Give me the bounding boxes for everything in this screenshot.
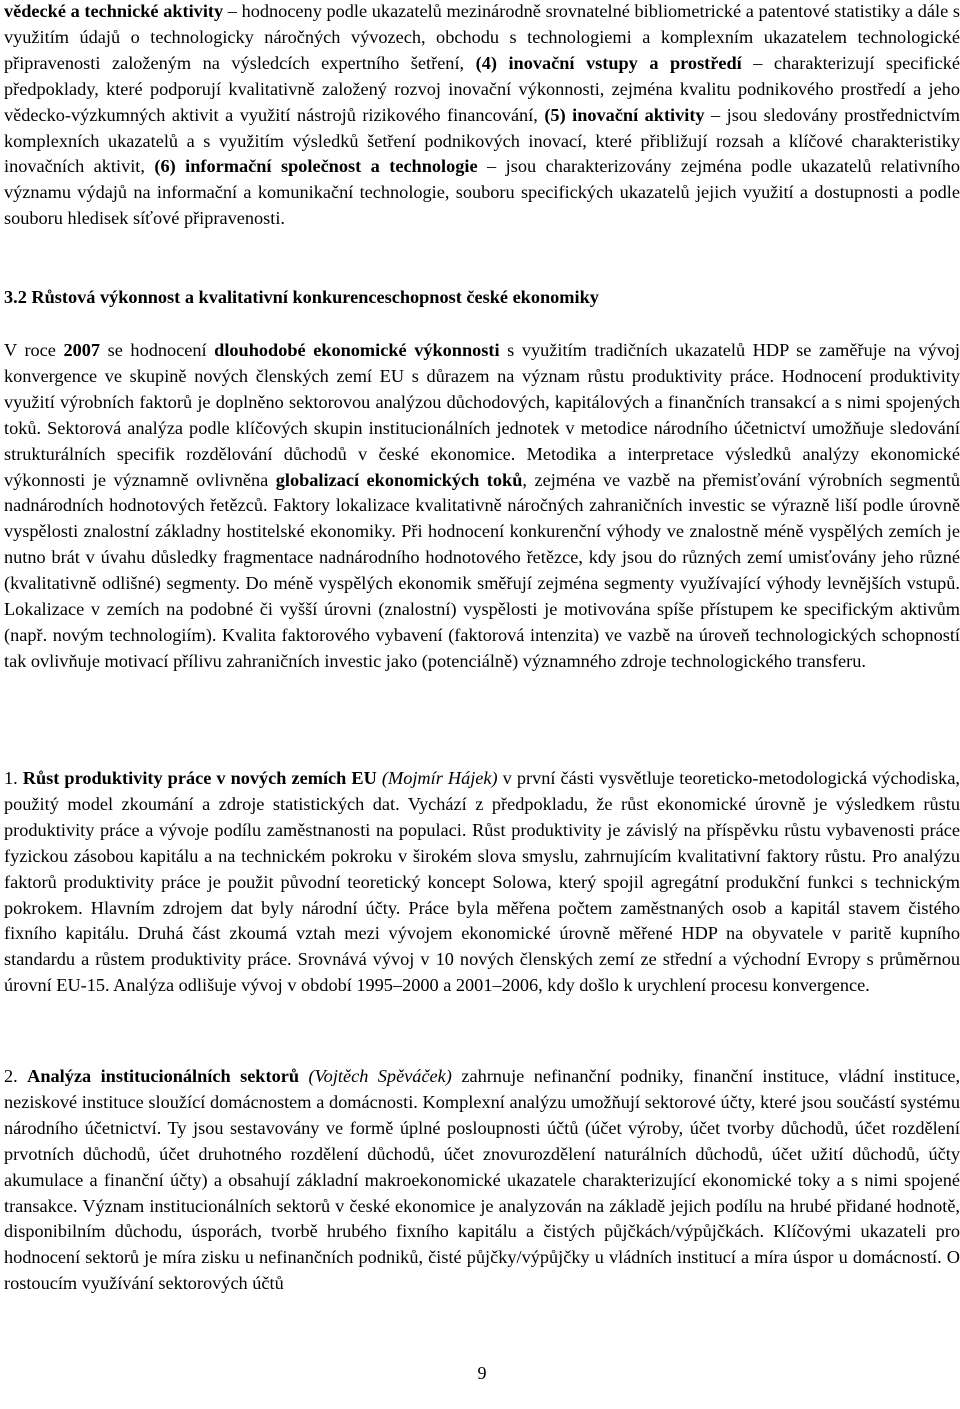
- section-heading: 3.2 Růstová výkonnost a kvalitativní konkurenceschopnost české ekonomiky: [4, 287, 599, 307]
- term-globalization: globalizací ekonomických toků: [275, 469, 523, 490]
- text-run: – hodnoceny podle ukazatelů mezinárodně srovnatelné bibliometrické a patentové statistiky a dále s využitím údajů o technologicky náročných vývozech, obchodu s technologiemi a komplexním ukazatelem technologické připravenosti založeným na výsledcích expertního šetření,: [4, 1, 960, 73]
- chapter-title: Analýza institucionálních sektorů: [27, 1066, 299, 1086]
- paragraph-chapter-1: [4, 766, 960, 999]
- text-run: – charakterizují specifické předpoklady, které podporují kvalitativně založený rozvoj inovační výkonnosti, zejména kvalitu podnikového prostředí a jeho vědecko-výzkumných aktivit a využití nástrojů rizikového financování,: [4, 52, 960, 125]
- chapter-title: Růst produktivity práce v nových zemích EU: [22, 768, 377, 788]
- text-run: , zejména ve vazbě na přemisťování výrobních segmentů nadnárodních hodnotových řetězců. Faktory lokalizace kvalitativně náročných zahraničních investic se výrazně liší podle úrovně vyspělosti znalostní základny hostitelské ekonomiky. Při hodnocení konkurenční výhody ve znalostně méně vyspělých zemích je nutno brát v úvahu důsledky fragmentace nadnárodního hodnotového řetězce, kdy jsou do různých zemí umisťovány jeho různé (kvalitativně odlišné) segmenty. Do méně vyspělých ekonomik směřují zejména segmenty využívající výhody levnějších vstupů. Lokalizace v zemích na podobné či vyšší úrovni (znalostní) vyspělosti je motivována spíše přístupem ke specifickým aktivům (např. novým technologiím). Kvalita faktorového vybavení (faktorová intenzita) ve vazbě na úroveň technologických schopností tak ovlivňuje motivací přílivu zahraničních investic jako (potenciálně) významného zdroje technologického transferu.: [4, 469, 960, 671]
- chapter-author: (Vojtěch Spěváček): [308, 1066, 452, 1086]
- page-number: 9: [477, 1363, 487, 1383]
- term-science-tech: vědecké a technické aktivity: [4, 1, 224, 21]
- term-innovation-inputs: (4) inovační vstupy a prostředí: [475, 52, 742, 73]
- term-innovation-activities: (5) inovační aktivity: [544, 104, 705, 125]
- text-run: se hodnocení: [100, 340, 215, 360]
- chapter-author: (Mojmír Hájek): [381, 768, 498, 788]
- text-run: – jsou sledovány prostřednictvím komplexních ukazatelů a s využitím výsledků šetření podnikových inovací, které přibližují rozsah a klíčové charakteristiky inovačních aktivit,: [4, 104, 960, 177]
- text-run: zahrnuje nefinanční podniky, finanční instituce, vládní instituce, neziskové instituce sloužící domácnostem a domácnosti. Komplexní analýzu umožňují sektorové účty, které jsou součástí systému národního účetnictví. Ty jsou sestavovány ve formě úplné posloupnosti účtů (účet výroby, účet tvorby důchodů, účet rozdělení prvotních důchodů, účet druhotného rozdělení důchodů, účet znovurozdělení naturálních důchodů, účet užití důchodů, účty akumulace a finanční účty) a obsahují základní makroekonomické ukazatele charakterizující ekonomické toky a s nimi spojené transakce. Význam institucionálních sektorů v české ekonomice je analyzován na základě jejich podílu na hrubé přidané hodnotě, disponibilním důchodu, úsporách, tvorbě hrubého fixního kapitálu a čistých půjčkách/výpůjčkách. Klíčovými ukazateli pro hodnocení sektorů je míra zisku u nefinančních podniků, čisté půjčky/výpůjčky u vládních institucí a míra úspor u domácností. O rostoucím využívání sektorových účtů: [4, 1066, 960, 1294]
- paragraph-indicators: [4, 0, 960, 232]
- paragraph-economic-performance: [4, 338, 960, 675]
- term-information-society: (6) informační společnost a technologie: [154, 156, 478, 177]
- text-run: – jsou charakterizovány zejména podle ukazatelů relativního významu výdajů na informační a komunikační technologie, souboru specifických ukazatelů jejich využití a dostupnosti a podle souboru hledisek síťové připravenosti.: [4, 156, 960, 229]
- text-run: v první části vysvětluje teoreticko-metodologická východiska, použitý model zkoumání a zdroje statistických dat. Vychází z předpokladu, že růst ekonomické úrovně je výsledkem růstu produktivity práce a vývoje podílu zaměstnanosti na populaci. Růst produktivity je závislý na příspěvku růstu vybavenosti práce fyzickou zásobou kapitálu a na technickém pokroku v širokém slova smyslu, zahrnujícím kvalitativní faktory růstu. Pro analýzu faktorů produktivity práce je použit původní teoretický koncept Solowa, který spojil agregátní produkční funkci s technickým pokrokem. Hlavním zdrojem dat byly národní účty. Práce byla měřena počtem zaměstnaných osob a kapitál stavem čistého fixního kapitálu. Druhá část zkoumá vztah mezi vývojem ekonomické úrovně měřené HDP na obyvatele v paritě kupního standardu a růstem produktivity práce. Srovnává vývoj v 10 nových členských zemí ze střední a východní Evropy s průměrnou úrovní EU-15. Analýza odlišuje vývoj v období 1995–2000 a 2001–2006, kdy došlo k urychlení procesu konvergence.: [4, 768, 960, 996]
- text-run: s využitím tradičních ukazatelů HDP se zaměřuje na vývoj konvergence ve skupině nových členských zemí EU s důrazem na význam růstu produktivity práce. Hodnocení produktivity využití výrobních faktorů je doplněno sektorovou analýzou důchodových, kapitálových a finančních transakcí a s nimi spojených toků. Sektorová analýza podle klíčových skupin institucionálních jednotek v metodice národního účetnictví umožňuje sledování strukturálních specifik rozdělování důchodů v české ekonomice. Metodika a interpretace výsledků analýzy ekonomické výkonnosti je významně ovlivněna: [4, 340, 960, 490]
- text-run: V roce: [4, 340, 64, 360]
- paragraph-chapter-2: [4, 1064, 960, 1297]
- year: 2007: [63, 340, 101, 360]
- list-number: 1.: [4, 768, 23, 788]
- term-long-term-performance: dlouhodobé ekonomické výkonnosti: [214, 340, 500, 360]
- document-page: [4, 0, 960, 1409]
- list-number: 2.: [4, 1066, 28, 1086]
